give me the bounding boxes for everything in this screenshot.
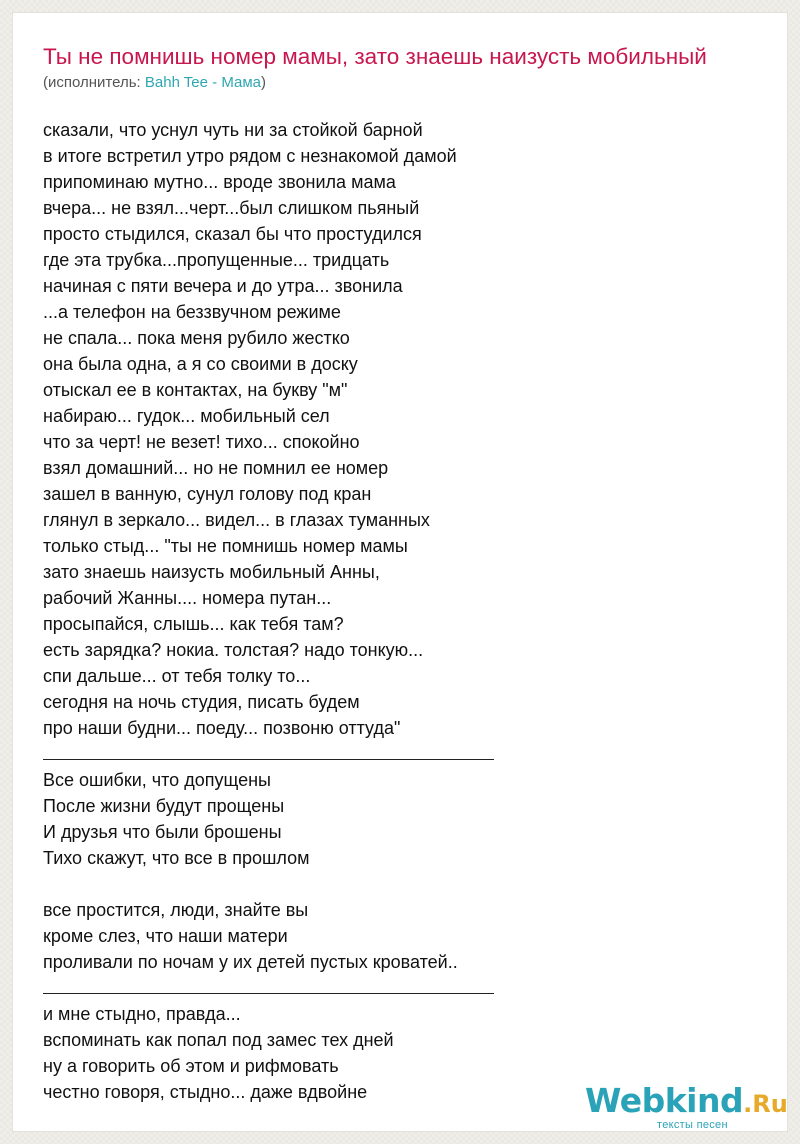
lyric-line: рабочий Жанны.... номера путан...: [43, 588, 332, 608]
section-divider: [43, 741, 743, 767]
lyric-line: только стыд... "ты не помнишь номер мамы: [43, 536, 408, 556]
lyric-line: сегодня на ночь студия, писать будем: [43, 692, 360, 712]
lyric-line: в итоге встретил утро рядом с незнакомой дамой: [43, 146, 457, 166]
lyric-line: начиная с пяти вечера и до утра... звонила: [43, 276, 403, 296]
lyric-line: где эта трубка...пропущенные... тридцать: [43, 250, 390, 270]
lyric-line: ну а говорить об этом и рифмовать: [43, 1056, 339, 1076]
lyric-line: и мне стыдно, правда...: [43, 1004, 241, 1024]
lyric-line: ...а телефон на беззвучном режиме: [43, 302, 341, 322]
lyric-line: Тихо скажут, что все в прошлом: [43, 848, 310, 868]
stanza-gap: [43, 871, 743, 897]
lyric-line: глянул в зеркало... видел... в глазах туманных: [43, 510, 430, 530]
lyric-line: не спала... пока меня рубило жестко: [43, 328, 350, 348]
lyric-line: кроме слез, что наши матери: [43, 926, 288, 946]
section-divider: [43, 975, 743, 1001]
byline-prefix: (исполнитель:: [43, 74, 145, 91]
byline-suffix: ): [260, 74, 266, 91]
lyric-line: про наши будни... поеду... позвоню оттуда": [43, 718, 401, 738]
lyric-line: она была одна, а я со своими в доску: [43, 354, 358, 374]
lyric-line: зашел в ванную, сунул голову под кран: [43, 484, 372, 504]
song-title: Ты не помнишь номер мамы, зато знаешь наизусть мобильный: [43, 44, 707, 69]
lyric-line: спи дальше... от тебя толку то...: [43, 666, 311, 686]
lyric-line: вспоминать как попал под замес тех дней: [43, 1030, 394, 1050]
webkind-logo[interactable]: [585, 1081, 788, 1133]
logo-name: Webkind: [585, 1081, 744, 1120]
lyric-line: набираю... гудок... мобильный сел: [43, 406, 330, 426]
lyrics-card: [12, 12, 788, 1132]
lyric-line: проливали по ночам у их детей пустых кроватей..: [43, 952, 458, 972]
lyric-line: После жизни будут прощены: [43, 796, 285, 816]
lyric-line: сказали, что уснул чуть ни за стойкой барной: [43, 120, 423, 140]
lyric-line: просто стыдился, сказал бы что простудился: [43, 224, 422, 244]
lyric-line: Все ошибки, что допущены: [43, 770, 271, 790]
lyric-line: просыпайся, слышь... как тебя там?: [43, 614, 344, 634]
logo-tld: .Ru: [743, 1090, 788, 1118]
logo-tagline: тексты песен: [657, 1119, 728, 1131]
lyric-line: вчера... не взял...черт...был слишком пьяный: [43, 198, 420, 218]
lyric-line: припоминаю мутно... вроде звонила мама: [43, 172, 396, 192]
lyric-line: все простится, люди, знайте вы: [43, 900, 309, 920]
lyric-line: зато знаешь наизусть мобильный Анны,: [43, 562, 380, 582]
lyric-line: есть зарядка? нокиа. толстая? надо тонкую...: [43, 640, 424, 660]
lyric-line: честно говоря, стыдно... даже вдвойне: [43, 1082, 368, 1102]
lyrics-body: [43, 117, 743, 1105]
artist-byline: [43, 73, 266, 93]
lyric-line: что за черт! не везет! тихо... спокойно: [43, 432, 360, 452]
lyric-line: взял домашний... но не помнил ее номер: [43, 458, 389, 478]
artist-link[interactable]: Bahh Tee - Мама: [144, 74, 261, 91]
logo-wordmark: [585, 1081, 788, 1124]
lyric-line: отыскал ее в контактах, на букву "м": [43, 380, 348, 400]
lyric-line: И друзья что были брошены: [43, 822, 282, 842]
